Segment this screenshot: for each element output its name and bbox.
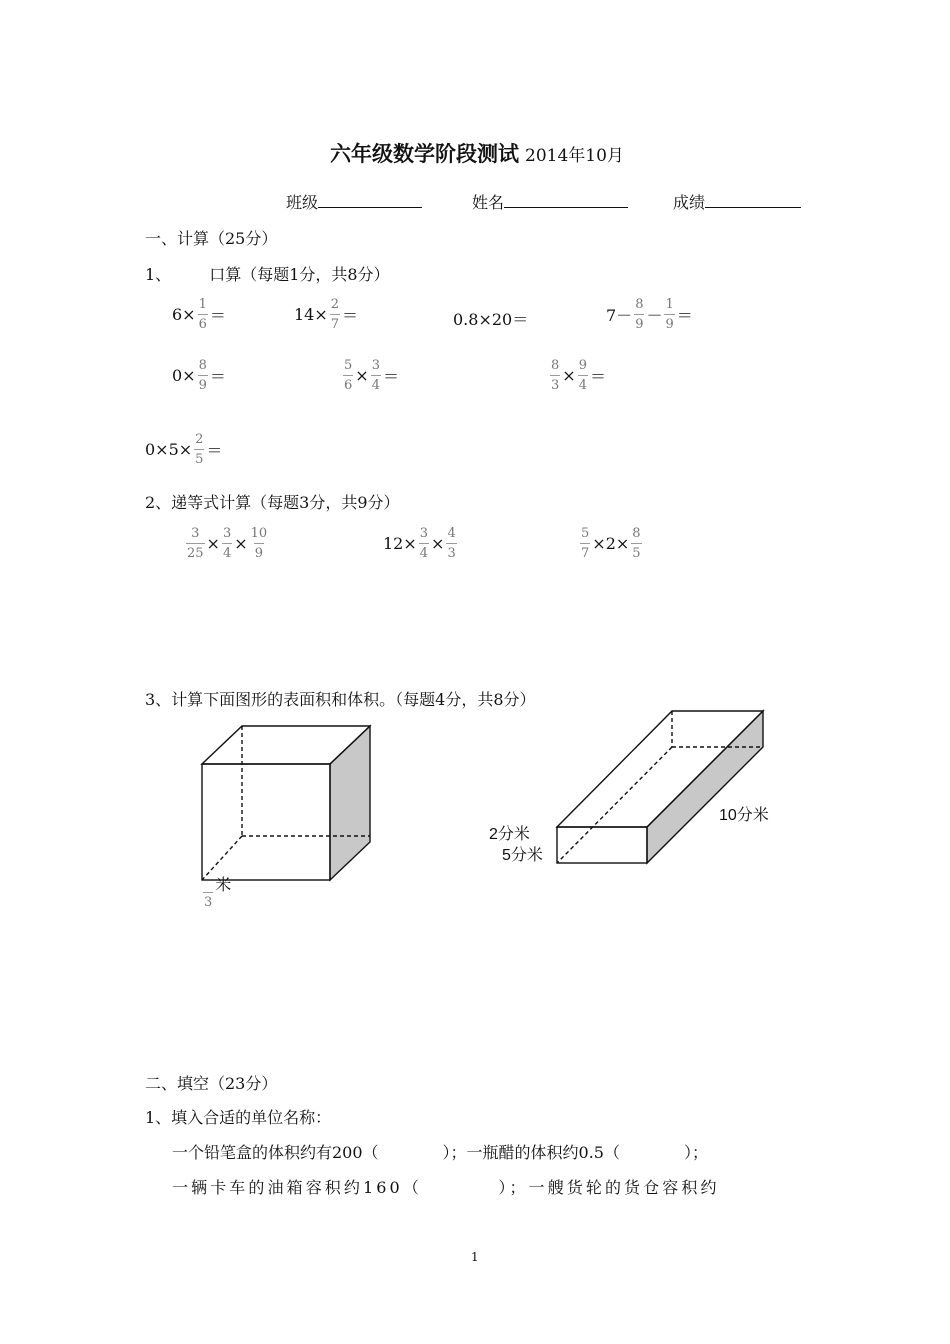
oral-item-1: 6× $\frac{1}{6}$ ＝ [172,297,226,332]
fraction: $\frac{2}{5}$ [195,432,204,467]
fraction: $\frac{4}{3}$ [447,526,456,561]
cuboid-front-face [557,827,647,863]
oral-item-3: 0.8×20＝ [453,310,529,329]
name-blank[interactable] [504,192,628,208]
part2-heading: 2、递等式计算（每题3分，共9分） [145,493,400,512]
fraction: 3 [203,876,213,909]
section1-heading: 一、计算（25分） [145,229,278,248]
fraction: $\frac{3}{4}$ [419,526,429,561]
cube-figure [195,718,380,888]
fraction: $\frac{5}{6}$ [344,358,353,393]
score-blank[interactable] [705,192,801,208]
fill-q1-heading: 1、填入合适的单位名称： [145,1108,332,1127]
cube-edge-label: 3 米 [204,877,232,910]
fill-q1-line2: 一辆卡车的油箱容积约160（ ）；一艘货轮的货仓容积约 [172,1178,720,1197]
step-item-3: $\frac{5}{7}$ ×2× $\frac{8}{5}$ [581,526,641,561]
page-number: 1 [471,1250,479,1264]
oral-item-6: $\frac{5}{6}$ × $\frac{3}{4}$ ＝ [344,358,399,393]
fill-q1-line1: 一个铅笔盒的体积约有200（ ）；一瓶醋的体积约0.5（ ）； [172,1143,708,1162]
oral-item-2: 14× $\frac{2}{7}$ ＝ [294,297,359,332]
part1-heading [145,262,390,285]
score-label: 成绩 [673,193,706,212]
oral-item-5: 0× $\frac{8}{9}$ ＝ [172,358,226,393]
oral-item-4: 7－ $\frac{8}{9}$ － $\frac{1}{9}$ ＝ [606,297,693,332]
fraction: $\frac{8}{9}$ [198,358,207,393]
class-label: 班级 [286,193,319,212]
cuboid-width-label: 5分米 [502,847,543,864]
name-label: 姓名 [472,193,505,212]
cuboid-length-label: 10分米 [719,807,769,824]
fraction: $\frac{3}{4}$ [371,358,380,393]
fraction: $\frac{2}{7}$ [330,297,340,332]
fraction: $\frac{5}{7}$ [581,526,590,561]
step-item-1: $\frac{3}{25}$ × $\frac{3}{4}$ × $\frac{10}{9}$ [187,526,268,561]
step-item-2: 12× $\frac{3}{4}$ × $\frac{4}{3}$ [383,526,456,561]
fraction: $\frac{8}{3}$ [551,358,560,393]
part1-number: 1、 [145,265,172,284]
part1-subheading: 口算（每题1分，共8分） [209,265,390,284]
cube-side-face [330,726,370,880]
section2-heading: 二、填空（23分） [145,1074,278,1093]
fraction: $\frac{1}{9}$ [665,297,674,332]
fraction: $\frac{10}{9}$ [250,526,268,561]
part3-heading: 3、计算下面图形的表面积和体积。（每题4分，共8分） [145,690,536,709]
class-blank[interactable] [318,192,422,208]
fraction: $\frac{9}{4}$ [578,358,587,393]
name-field[interactable] [472,190,628,213]
class-field[interactable] [286,190,422,213]
fraction: $\frac{1}{6}$ [198,297,207,332]
fraction: $\frac{3}{25}$ [187,526,204,561]
cuboid-figure [550,705,770,870]
page-title [330,138,624,168]
oral-item-8: 0×5× $\frac{2}{5}$ ＝ [145,432,223,467]
title-text: 六年级数学阶段测试 [330,141,519,166]
fraction: $\frac{3}{4}$ [222,526,232,561]
fraction: $\frac{8}{9}$ [635,297,644,332]
title-date: 2014年10月 [525,146,624,166]
fraction: $\frac{8}{5}$ [632,526,641,561]
oral-item-7: $\frac{8}{3}$ × $\frac{9}{4}$ ＝ [551,358,606,393]
cuboid-height-label: 2分米 [489,826,530,843]
cuboid-side-face [647,711,763,863]
score-field[interactable] [673,190,801,213]
cube-front-face [202,764,330,880]
